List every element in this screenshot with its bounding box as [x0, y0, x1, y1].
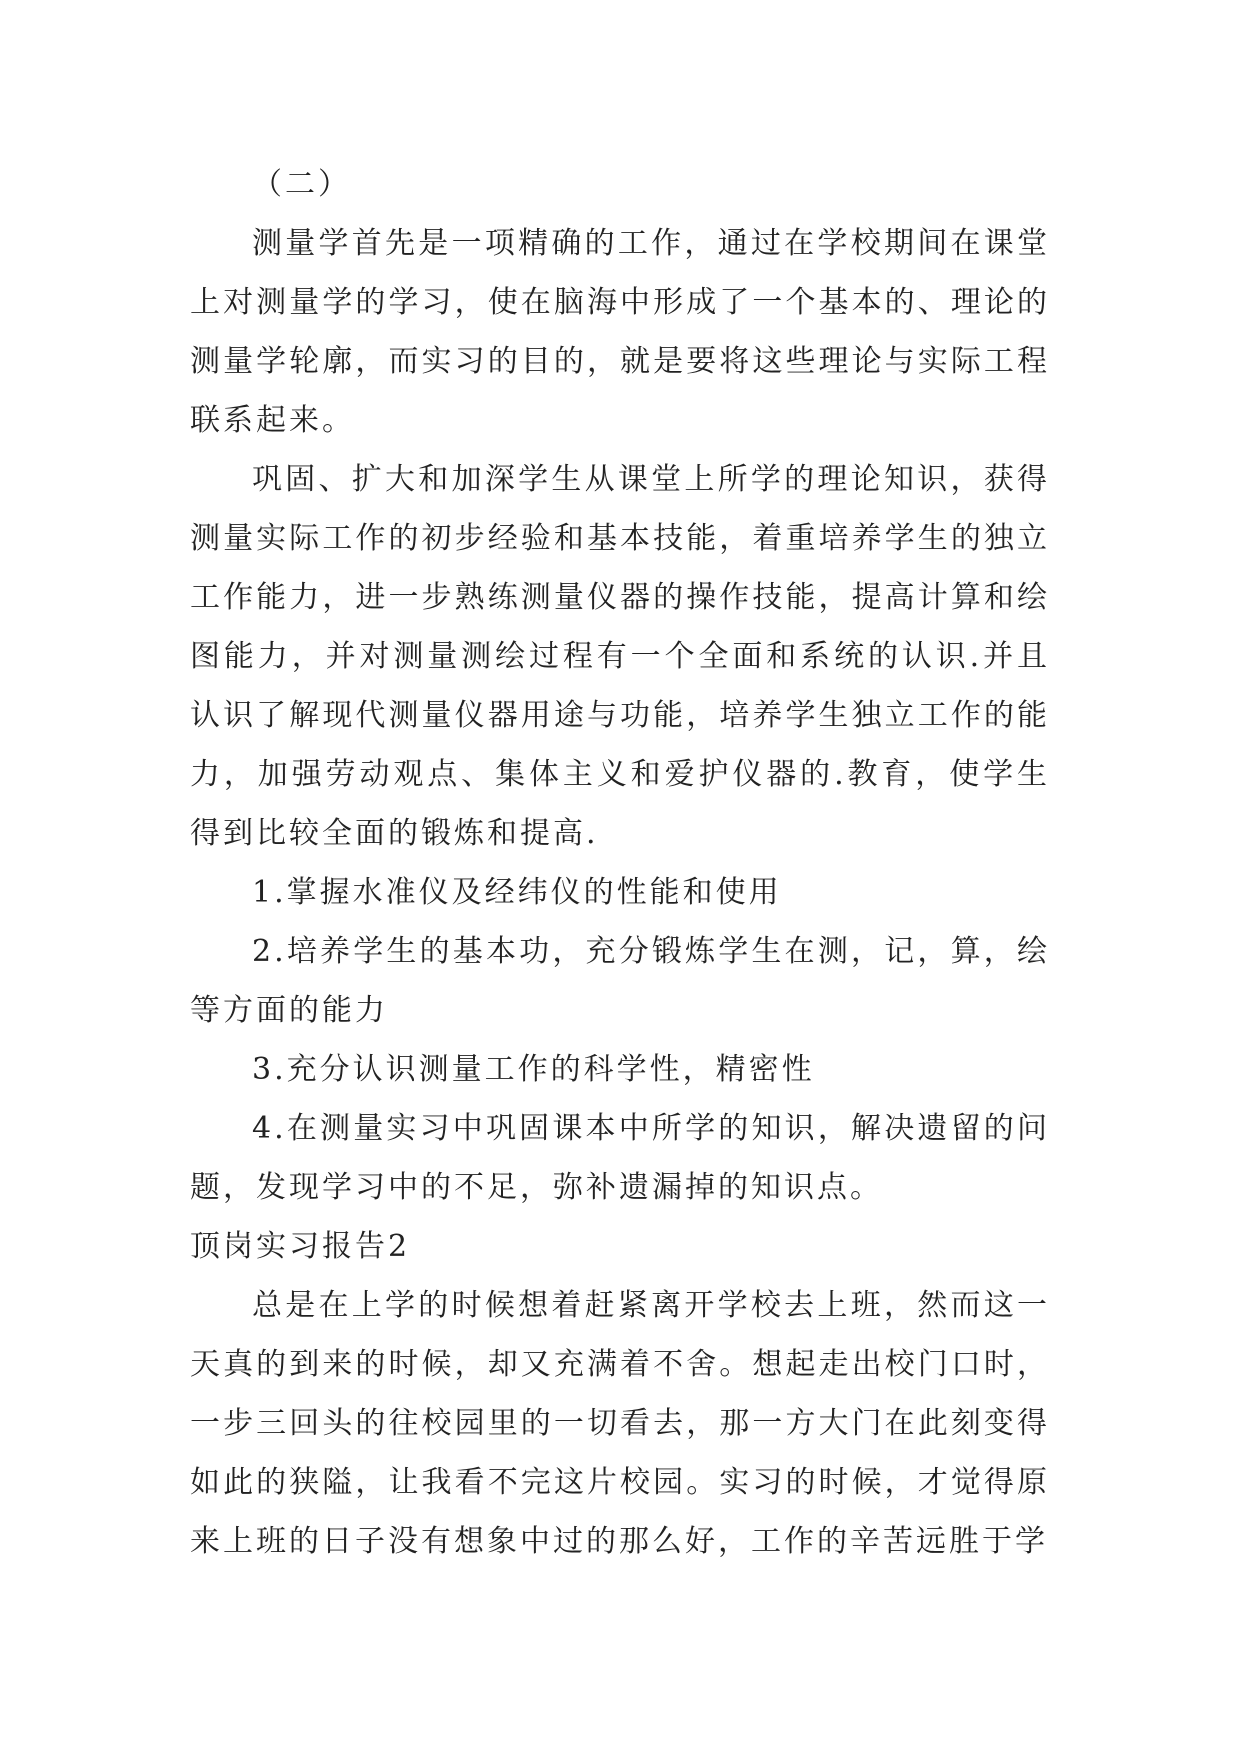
list-item: 3.充分认识测量工作的科学性，精密性: [252, 1052, 815, 1087]
paragraph-intro: 测量学首先是一项精确的工作，通过在学校期间在课堂上对测量学的学习，使在脑海中形成了一个基本的、理论的测量学轮廓，而实习的目的，就是要将这些理论与实际工程联系起来。: [190, 226, 1050, 438]
list-item: 2.培养学生的基本功，充分锻炼学生在测，记，算，绘等方面的能力: [190, 934, 1050, 1028]
paragraph-goals: 巩固、扩大和加深学生从课堂上所学的理论知识，获得测量实际工作的初步经验和基本技能，着重培养学生的独立工作能力，进一步熟练测量仪器的操作技能，提高计算和绘图能力，并对测量测绘过程有一个全面和系统的认识.并且认识了解现代测量仪器用途与功能，培养学生独立工作的能力，加强劳动观点、集体主义和爱护仪器的.教育，使学生得到比较全面的锻炼和提高.: [190, 462, 1050, 851]
report-title: 顶岗实习报告2: [190, 1229, 411, 1264]
list-item: 1.掌握水准仪及经纬仪的性能和使用: [252, 875, 782, 910]
document-body: [190, 155, 1050, 1571]
section-marker: （二）: [252, 167, 351, 202]
report-paragraph: 总是在上学的时候想着赶紧离开学校去上班，然而这一天真的到来的时候，却又充满着不舍。想起走出校门口时，一步三回头的往校园里的一切看去，那一方大门在此刻变得如此的狭隘，让我看不完这片校园。实习的时候，才觉得原来上班的日子没有想象中过的那么好，工作的辛苦远胜于学: [190, 1288, 1050, 1559]
list-item: 4.在测量实习中巩固课本中所学的知识，解决遗留的问题，发现学习中的不足，弥补遗漏掉的知识点。: [190, 1111, 1050, 1205]
